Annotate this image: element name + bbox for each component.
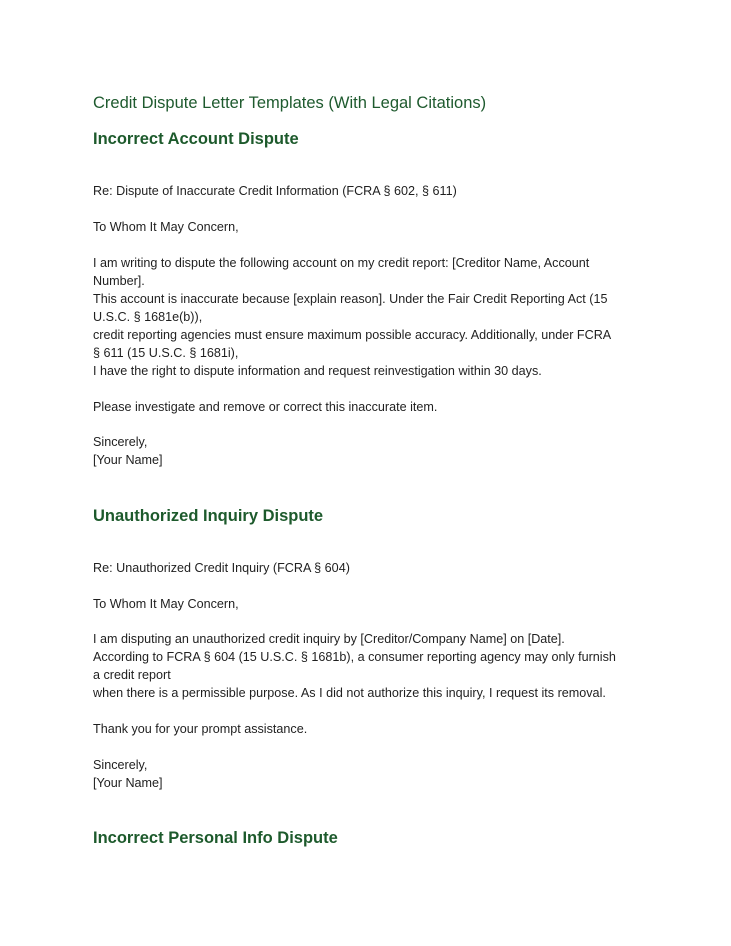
closing-request: Please investigate and remove or correct this inaccurate item.: [93, 400, 438, 414]
signature: [Your Name]: [93, 453, 163, 467]
letter-body: [93, 254, 653, 380]
body-line: I am writing to dispute the following account on my credit report: [Creditor Name, Account: [93, 256, 590, 270]
body-line: when there is a permissible purpose. As I did not authorize this inquiry, I request its removal.: [93, 686, 606, 700]
signoff: Sincerely,: [93, 435, 148, 449]
body-line: credit reporting agencies must ensure maximum possible accuracy. Additionally, under FCRA: [93, 328, 612, 342]
body-line: Number].: [93, 274, 145, 288]
signature: [Your Name]: [93, 776, 163, 790]
body-line: U.S.C. § 1681e(b)),: [93, 310, 203, 324]
body-line: This account is inaccurate because [explain reason]. Under the Fair Credit Reporting Act (15: [93, 292, 608, 306]
re-line: Re: Dispute of Inaccurate Credit Information (FCRA § 602, § 611): [93, 184, 457, 198]
document-title: Credit Dispute Letter Templates (With Legal Citations): [93, 94, 487, 112]
closing-request: Thank you for your prompt assistance.: [93, 722, 308, 736]
body-line: I am disputing an unauthorized credit inquiry by [Creditor/Company Name] on [Date].: [93, 632, 565, 646]
body-line: a credit report: [93, 668, 171, 682]
section-heading-unauthorized-inquiry: Unauthorized Inquiry Dispute: [93, 507, 324, 525]
section-heading-incorrect-account: Incorrect Account Dispute: [93, 130, 299, 148]
letter-body: [93, 630, 653, 702]
body-line: I have the right to dispute information and request reinvestigation within 30 days.: [93, 364, 542, 378]
re-line: Re: Unauthorized Credit Inquiry (FCRA § 604): [93, 561, 350, 575]
signoff: Sincerely,: [93, 758, 148, 772]
section-heading-incorrect-personal-info: Incorrect Personal Info Dispute: [93, 829, 338, 847]
salutation: To Whom It May Concern,: [93, 597, 239, 611]
salutation: To Whom It May Concern,: [93, 220, 239, 234]
body-line: According to FCRA § 604 (15 U.S.C. § 1681b), a consumer reporting agency may only furnish: [93, 650, 616, 664]
body-line: § 611 (15 U.S.C. § 1681i),: [93, 346, 239, 360]
